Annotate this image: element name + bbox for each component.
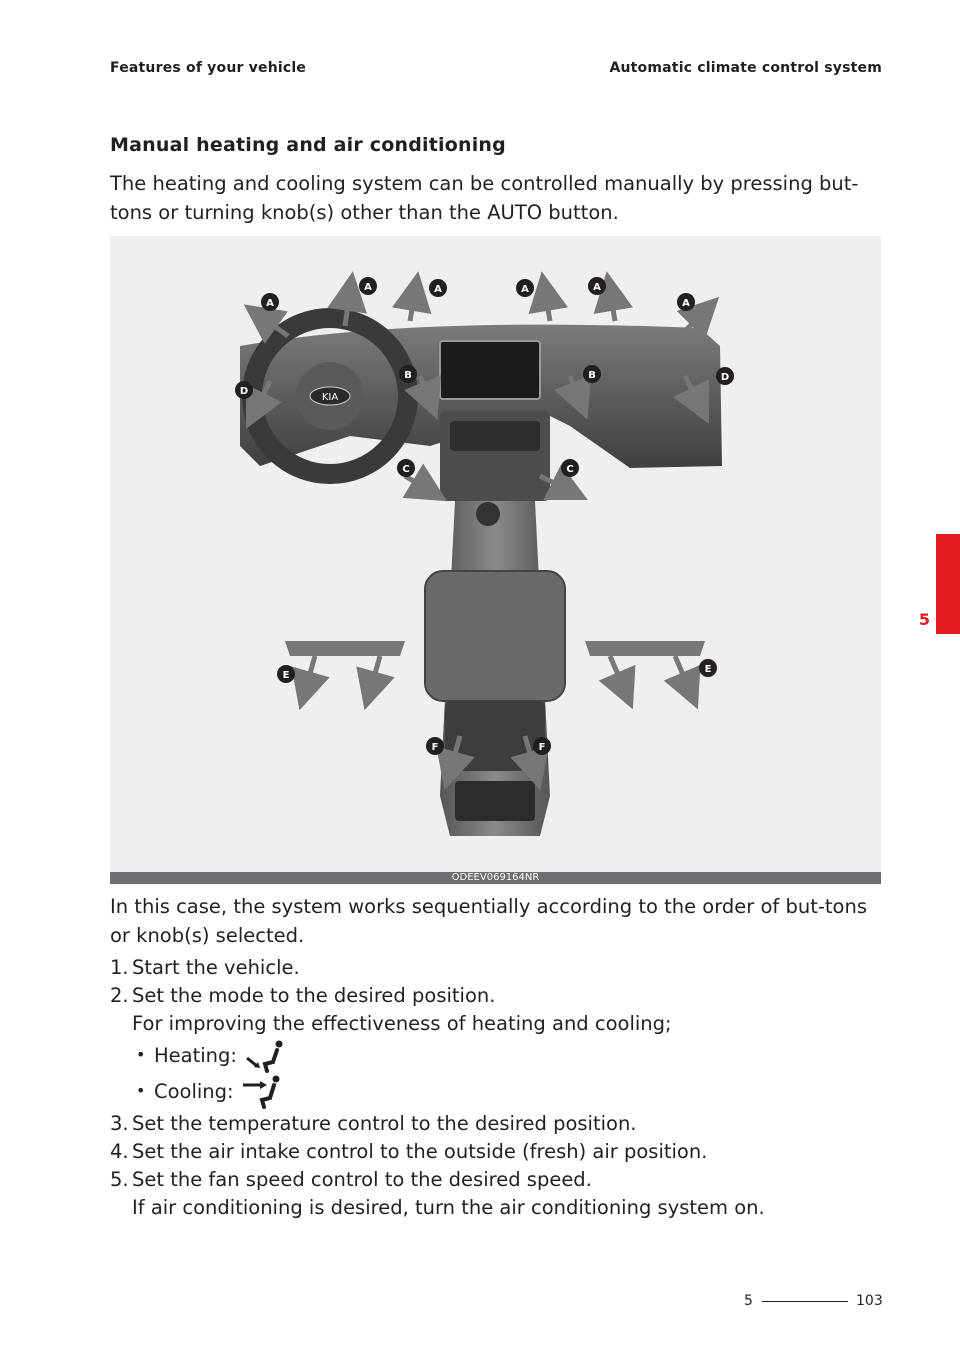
armrest [425,571,565,701]
running-header-right: Automatic climate control system [609,60,882,76]
svg-text:C: C [566,464,574,475]
vent-badge-e1 [277,665,295,683]
svg-text:C: C [402,464,410,475]
vent-badge-c2 [561,459,579,477]
svg-text:A: A [266,298,274,309]
vent-badge-a4 [516,279,534,297]
vent-badge-c1 [397,459,415,477]
infotainment-screen [440,341,540,399]
intro-paragraph: The heating and cooling system can be controlled manually by pressing but-tons or turning knob(s) other than the AUTO button. [110,172,859,224]
sequence-paragraph: In this case, the system works sequentially according to the order of but-tons or knob(s) selected. [110,895,867,947]
vent-badge-a6 [677,293,695,311]
chapter-tab-number: 5 [918,610,930,629]
svg-text:A: A [521,284,529,295]
vent-badge-a2 [359,277,377,295]
vent-badge-b2 [583,365,601,383]
svg-text:D: D [239,386,249,397]
vent-badge-f1 [426,737,444,755]
step-4: 4. Set the air intake control to the outside (fresh) air position. [110,1140,708,1163]
steering-wheel-logo: KIA [321,392,339,403]
cooling-label: Cooling: [154,1080,234,1103]
svg-text:E: E [704,664,712,675]
dashboard-illustration [110,236,881,872]
step-5-note: If air conditioning is desired, turn the air conditioning system on. [132,1196,765,1219]
heating-label: Heating: [154,1044,237,1067]
step-5: 5. Set the fan speed control to the desired speed. [110,1168,592,1191]
face-mode-icon [240,1074,284,1110]
bullet-cooling: • Cooling: [110,1074,890,1110]
section-title: Manual heating and air conditioning [110,134,506,156]
bullet-heating: • Heating: [110,1038,890,1074]
vent-badge-d1 [235,381,253,399]
footer-chapter: 5 [744,1293,753,1309]
step-3: 3. Set the temperature control to the desired position. [110,1112,637,1135]
vent-badge-a3 [429,279,447,297]
rear-vent-left [285,641,405,656]
svg-text:A: A [364,282,372,293]
chapter-tab [936,534,960,634]
vent-location-figure [110,236,881,884]
svg-text:B: B [404,370,412,381]
climate-panel [450,421,540,451]
gear-knob [476,502,500,526]
vent-badge-b1 [399,365,417,383]
vent-badge-a1 [261,293,279,311]
svg-text:F: F [431,742,439,753]
rear-vent-right [585,641,705,656]
rear-usb-panel [455,781,535,821]
footer-page-number: 103 [856,1293,883,1309]
running-header-left: Features of your vehicle [110,60,307,76]
svg-text:A: A [593,282,601,293]
svg-text:D: D [720,372,730,383]
procedure-steps [110,954,890,1222]
step-1: 1. Start the vehicle. [110,956,300,979]
vent-badge-f2 [533,737,551,755]
svg-text:A: A [682,298,690,309]
vent-badge-d2 [716,367,734,385]
floor-mode-icon [243,1038,287,1074]
svg-text:F: F [538,742,546,753]
step-2-note: For improving the effectiveness of heating and cooling; [132,1012,672,1035]
svg-text:B: B [588,370,596,381]
vent-badge-e2 [699,659,717,677]
footer-rule [762,1301,848,1302]
svg-text:E: E [282,670,290,681]
vent-badge-a5 [588,277,606,295]
step-2: 2. Set the mode to the desired position. [110,984,496,1007]
svg-text:A: A [434,284,442,295]
figure-code: ODEEV069164NR [451,872,540,883]
